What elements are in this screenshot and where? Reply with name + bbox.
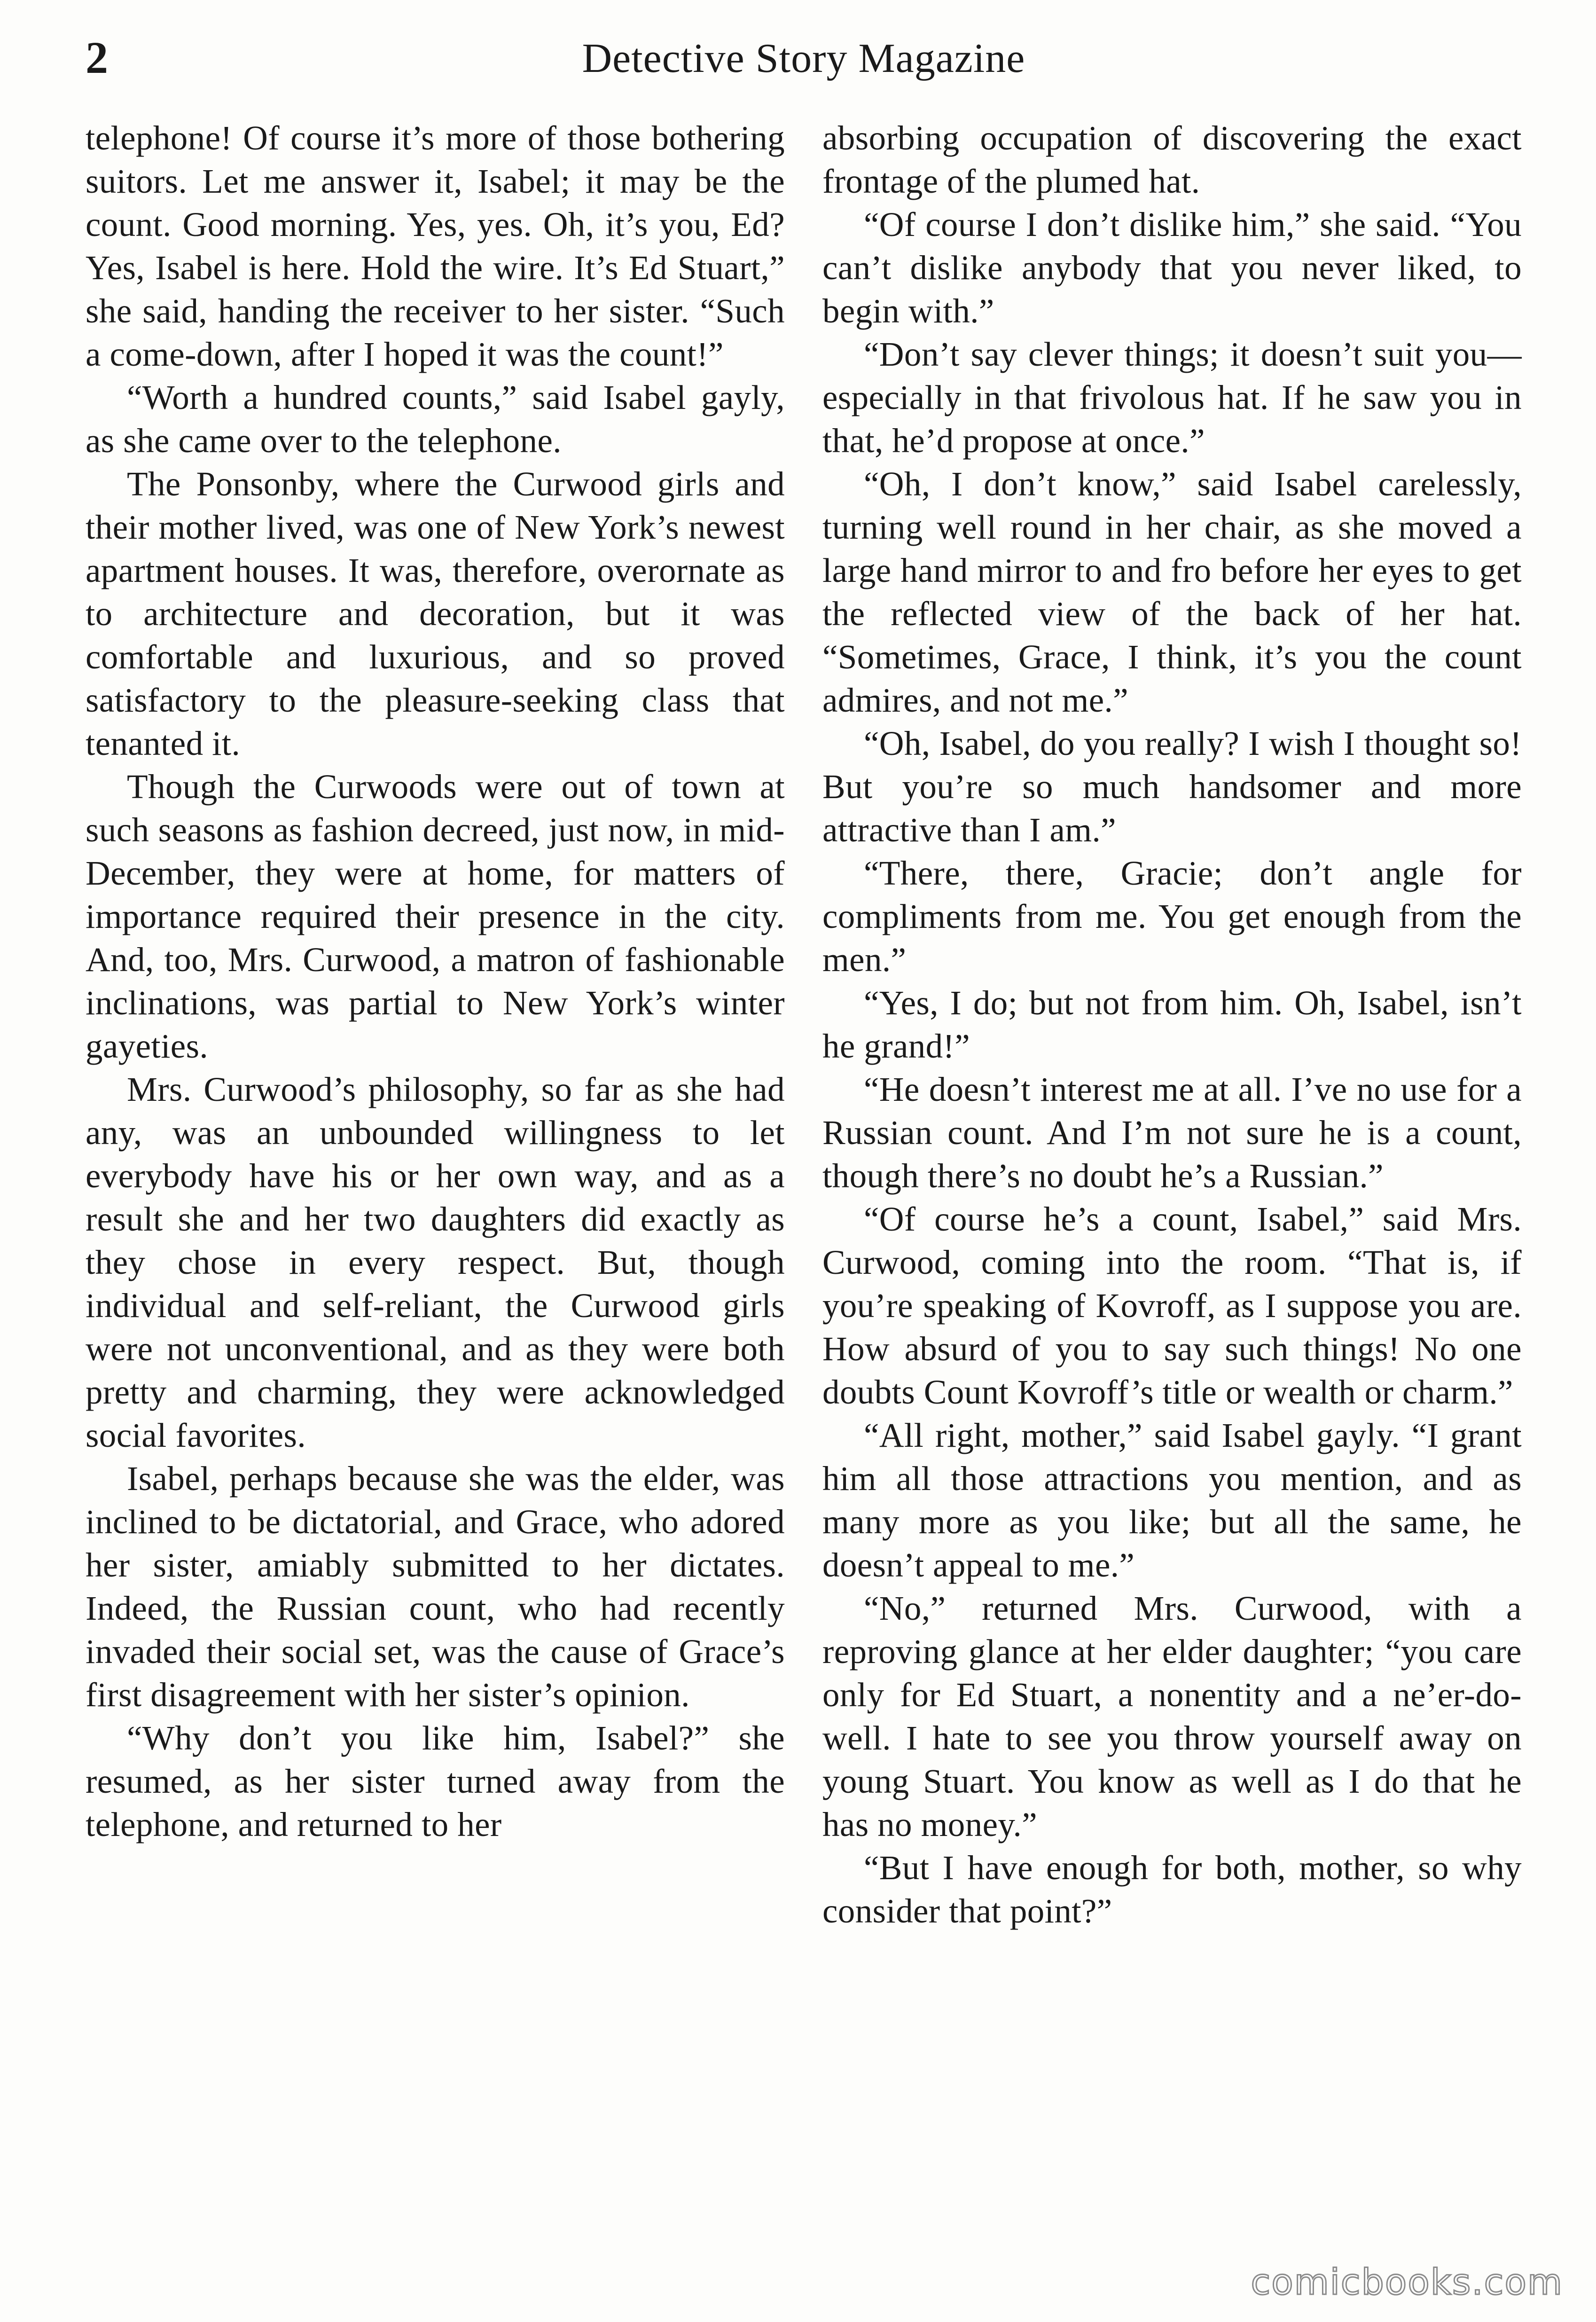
page-number: 2 (86, 32, 108, 83)
paragraph: “All right, mother,” said Isabel gayly. “I grant him all those attractions you mention, and as many more as you like; but all the same, he doesn’t appeal to me.” (822, 1416, 1522, 1584)
paragraph: “Don’t say clever things; it doesn’t suit you—especially in that frivolous hat. If he saw you in that, he’d propose at once.” (822, 335, 1522, 460)
paragraph: “No,” returned Mrs. Curwood, with a reproving glance at her elder daughter; “you care only for Ed Stuart, a nonentity and a ne’er-do-well. I hate to see you throw yourself away on young Stuart. You know as well as I do that he has no money.” (822, 1589, 1522, 1843)
paragraph: Isabel, perhaps because she was the elder, was inclined to be dictatorial, and Grace, who adored her sister, amiably submitted to her dictates. Indeed, the Russian count, who had recently invaded their social set, was the cause of Grace’s first disagreement with her sister’s opinion. (86, 1459, 785, 1714)
watermark-logo: comicbooks.com (1251, 2261, 1563, 2303)
paragraph: “Oh, I don’t know,” said Isabel carelessly, turning well round in her chair, as she moved a large hand mirror to and fro before her eyes to get the reflected view of the back of her hat. “Sometimes, Grace, I think, it’s you the count admires, and not me.” (822, 465, 1522, 719)
page-header (86, 24, 1522, 94)
paragraph: Mrs. Curwood’s philosophy, so far as she had any, was an unbounded willingness to let everybody have his or her own way, and as a result she and her two daughters did exactly as they chose in every respect. But, though individual and self-reliant, the Curwood girls were not unconventional, and as they were both pretty and charming, they were acknowledged social favorites. (86, 1070, 785, 1454)
paragraph: telephone! Of course it’s more of those bothering suitors. Let me answer it, Isabel; it may be the count. Good morning. Yes, yes. Oh, it’s you, Ed? Yes, Isabel is here. Hold the wire. It’s Ed Stuart,” she said, handing the receiver to her sister. “Such a come-down, after I hoped it was the count!” (86, 119, 785, 373)
paragraph: “But I have enough for both, mother, so why consider that point?” (822, 1849, 1522, 1930)
paragraph: “Yes, I do; but not from him. Oh, Isabel, isn’t he grand!” (822, 984, 1522, 1065)
paragraph: The Ponsonby, where the Curwood girls and their mother lived, was one of New York’s newest apartment houses. It was, therefore, overornate as to architecture and decoration, but it was comfortable and luxurious, and so proved satisfactory to the pleasure-seeking class that tenanted it. (86, 465, 785, 762)
paragraph: “Of course he’s a count, Isabel,” said Mrs. Curwood, coming into the room. “That is, if you’re speaking of Kovroff, as I suppose you are. How absurd of you to say such things! No one doubts Count Kovroff’s title or wealth or charm.” (822, 1200, 1522, 1411)
paragraph: “There, there, Gracie; don’t angle for compliments from me. You get enough from the men.” (822, 854, 1522, 979)
running-title: Detective Story Magazine (582, 36, 1025, 81)
paragraph: absorbing occupation of discovering the exact frontage of the plumed hat. (822, 119, 1522, 200)
paragraph: “Oh, Isabel, do you really? I wish I thought so! But you’re so much handsomer and more attractive than I am.” (822, 724, 1522, 849)
left-column (86, 117, 785, 1846)
paragraph: “He doesn’t interest me at all. I’ve no use for a Russian count. And I’m not sure he is a count, though there’s no doubt he’s a Russian.” (822, 1070, 1522, 1195)
right-column (822, 117, 1522, 1933)
paragraph: “Why don’t you like him, Isabel?” she resumed, as her sister turned away from the telephone, and returned to her (86, 1719, 785, 1843)
paragraph: “Of course I don’t dislike him,” she said. “You can’t dislike anybody that you never liked, to begin with.” (822, 205, 1522, 330)
paragraph: “Worth a hundred counts,” said Isabel gayly, as she came over to the telephone. (86, 378, 785, 460)
paragraph: Though the Curwoods were out of town at such seasons as fashion decreed, just now, in mid-December, they were at home, for matters of importance required their presence in the city. And, too, Mrs. Curwood, a matron of fashionable inclinations, was partial to New York’s winter gayeties. (86, 768, 785, 1065)
